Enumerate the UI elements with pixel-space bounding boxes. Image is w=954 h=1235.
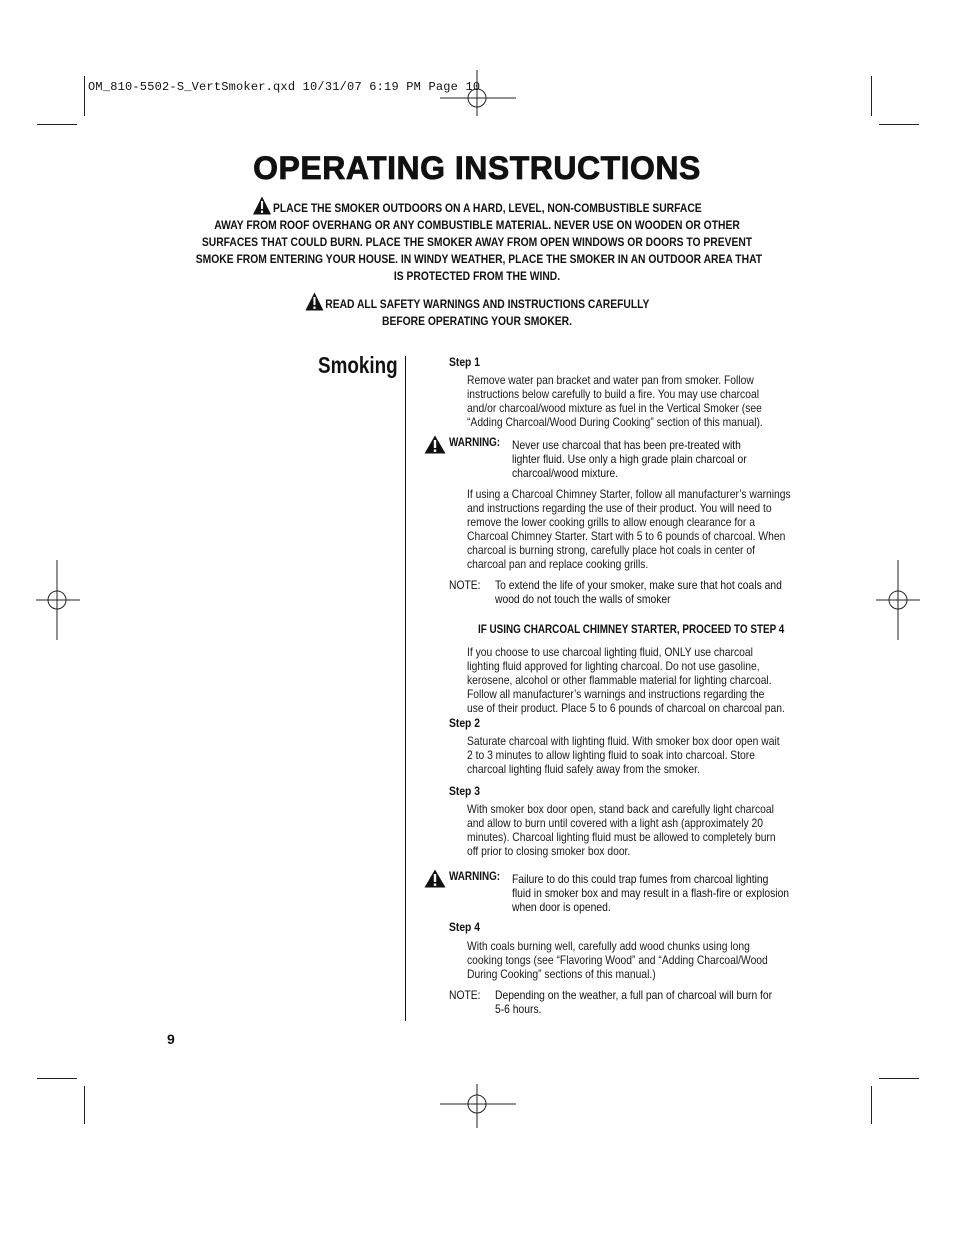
top-warning-line-2: SURFACES THAT COULD BURN. PLACE THE SMOKER AWAY FROM OPEN WINDOWS OR DOORS TO PREVENT	[201, 235, 753, 249]
warning-triangle-icon	[305, 292, 324, 311]
warning-triangle-icon	[424, 869, 446, 888]
file-slug: OM_810-5502-S_VertSmoker.qxd 10/31/07 6:19 PM Page 10	[88, 80, 481, 94]
step-3-label: Step 3	[449, 784, 480, 798]
top-warning-line-1: AWAY FROM ROOF OVERHANG OR ANY COMBUSTIBLE MATERIAL. NEVER USE ON WOODEN OR OTHER	[214, 218, 740, 232]
top-warning-line-0: PLACE THE SMOKER OUTDOORS ON A HARD, LEVEL, NON-COMBUSTIBLE SURFACE	[196, 196, 758, 217]
read-warning	[150, 292, 804, 330]
read-warning-line-0: READ ALL SAFETY WARNINGS AND INSTRUCTIONS CAREFULLY	[196, 292, 758, 313]
step-1-label: Step 1	[449, 355, 480, 369]
note-1-text: To extend the life of your smoker, make sure that hot coals and wood do not touch the walls of smoker	[495, 578, 782, 606]
crop-mark	[84, 1086, 85, 1124]
step-1-text: Remove water pan bracket and water pan from smoker. Follow instructions below carefully to build a fire. You may use charcoal and/or charcoal/wood mixture as fuel in the Vertical Smoker (see “Adding Charcoal/Wood During Cooking” section of this manual).	[467, 373, 763, 429]
read-warning-line-1: BEFORE OPERATING YOUR SMOKER.	[381, 314, 572, 328]
lighting-fluid-text: If you choose to use charcoal lighting fluid, ONLY use charcoal lighting fluid approved for lighting charcoal. Do not use gasoline, kerosene, alcohol or other flammable material for lighting charcoal. Follow all manufacturer’s warnings and instructions regarding the use of their product. Place 5 to 6 pounds of charcoal on charcoal pan.	[467, 645, 785, 715]
crop-mark	[871, 76, 872, 116]
proceed-instruction: IF USING CHARCOAL CHIMNEY STARTER, PROCEED TO STEP 4	[478, 624, 785, 636]
crop-mark	[84, 76, 85, 116]
crop-mark	[879, 124, 919, 125]
step-4-text: With coals burning well, carefully add wood chunks using long cooking tongs (see “Flavoring Wood” and “Adding Charcoal/Wood During Cooking” sections of this manual.)	[467, 939, 768, 981]
step-4-label: Step 4	[449, 920, 480, 934]
page-number: 9	[167, 1031, 175, 1047]
note-2-text: Depending on the weather, a full pan of charcoal will burn for 5-6 hours.	[495, 988, 773, 1016]
crop-mark	[37, 124, 77, 125]
step-3-text: With smoker box door open, stand back and carefully light charcoal and allow to burn until covered with a light ash (approximately 20 minutes). Charcoal lighting fluid must be allowed to completely burn off prior to closing smoker box door.	[467, 802, 776, 858]
step-2-text: Saturate charcoal with lighting fluid. With smoker box door open wait 2 to 3 minutes to allow lighting fluid to soak into charcoal. Store charcoal lighting fluid safely away from the smoker.	[467, 734, 780, 776]
warning-2-text: Failure to do this could trap fumes from charcoal lighting fluid in smoker box and may result in a flash-fire or explosion when door is opened.	[512, 872, 790, 914]
crop-mark	[871, 1086, 872, 1124]
crop-mark	[37, 1078, 77, 1079]
note-2-label: NOTE:	[449, 988, 481, 1002]
step-2-label: Step 2	[449, 716, 480, 730]
crop-mark	[879, 1078, 919, 1079]
registration-mark-left	[36, 560, 80, 640]
warning-triangle-icon	[252, 196, 271, 215]
column-divider	[405, 356, 406, 1021]
registration-mark-bottom	[440, 1084, 516, 1128]
chimney-starter-text: If using a Charcoal Chimney Starter, follow all manufacturer’s warnings and instructions regarding the use of their product. You will need to remove the lower cooking grills to allow enough clearance for a Charcoal Chimney Starter. Start with 5 to 6 pounds of charcoal. When charcoal is burning strong, carefully place hot coals in center of charcoal pan and replace cooking grills.	[467, 487, 791, 571]
section-title: Smoking	[318, 352, 398, 378]
top-warning-line-3: SMOKE FROM ENTERING YOUR HOUSE. IN WINDY WEATHER, PLACE THE SMOKER IN AN OUTDOOR AREA THAT	[195, 252, 763, 266]
top-warning-line-4: IS PROTECTED FROM THE WIND.	[393, 269, 561, 283]
warning-2-label: WARNING:	[449, 871, 501, 883]
warning-1-label: WARNING:	[449, 437, 501, 449]
top-warning	[150, 196, 804, 285]
warning-triangle-icon	[424, 435, 446, 454]
registration-mark-right	[876, 560, 920, 640]
note-1-label: NOTE:	[449, 578, 481, 592]
warning-1-text: Never use charcoal that has been pre-treated with lighter fluid. Use only a high grade plain charcoal or charcoal/wood mixture.	[512, 438, 747, 480]
page-title: OPERATING INSTRUCTIONS	[253, 150, 701, 186]
